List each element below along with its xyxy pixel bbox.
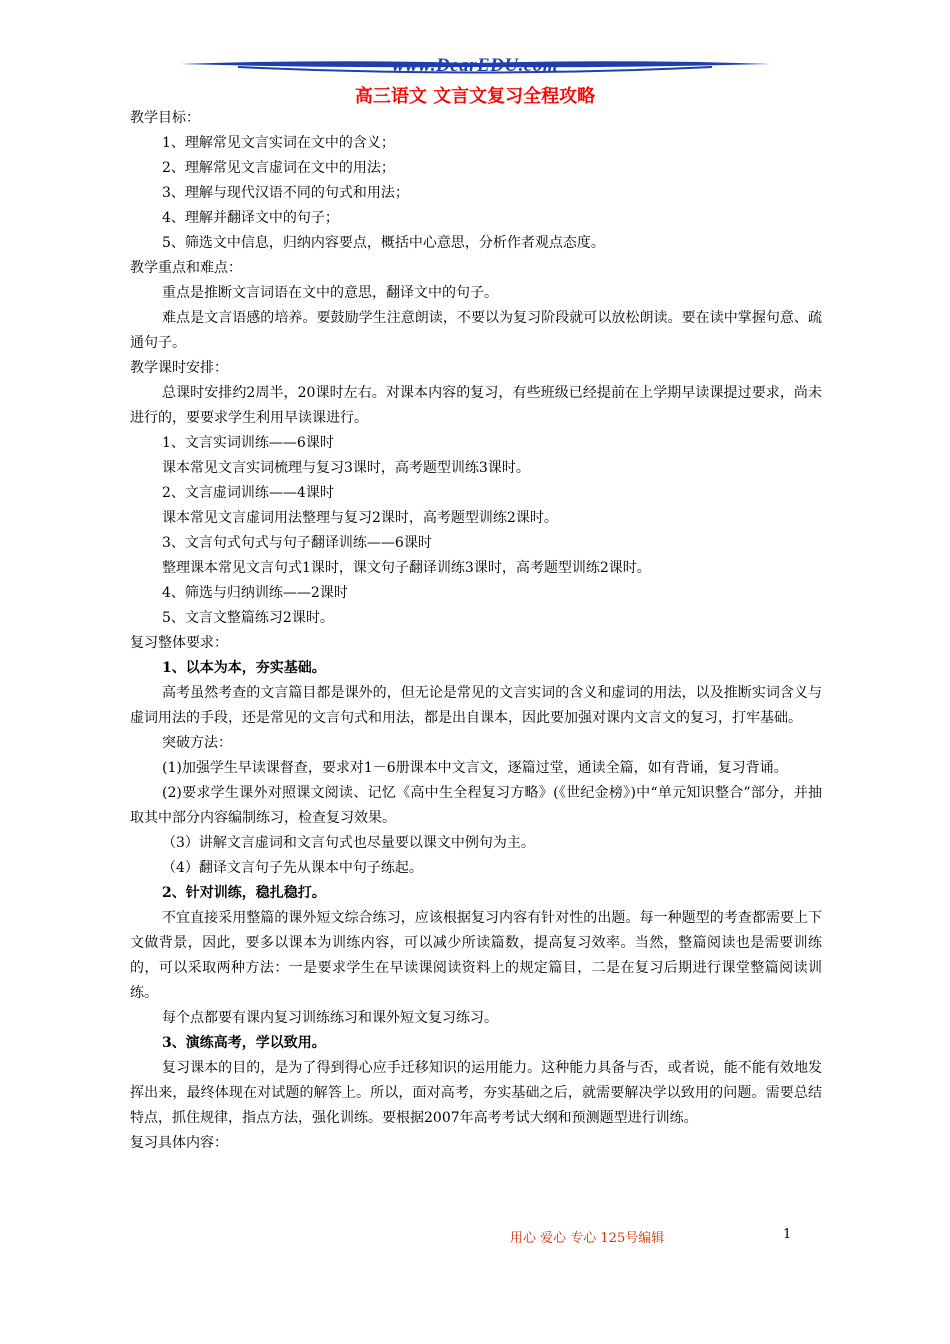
page-number: 1 [783, 1227, 792, 1242]
schedule-line: 5、文言文整篇练习2课时。 [162, 610, 334, 626]
requirement-text: 复习课本的目的，是为了得到得心应手迁移知识的运用能力。这种能力具备与否，或者说，能不能有效地发挥出来，最终体现在对试题的解答上。所以，面对高考，夯实基础之后，就需要解决学以致用的问题。需要总结特点，抓住规律，指点方法，强化训练。要根据2007年高考考试大纲和预测题型进行训练。 [130, 1060, 822, 1126]
requirement-title: 3、演练高考，学以致用。 [162, 1035, 326, 1051]
goal-item: 1、理解常见文言实词在文中的含义； [162, 135, 395, 151]
goal-item: 5、筛选文中信息，归纳内容要点，概括中心意思，分析作者观点态度。 [162, 235, 605, 251]
method-item: （3）讲解文言虚词和文言句式也尽量要以课文中例句为主。 [162, 835, 535, 851]
method-item: (2)要求学生课外对照课文阅读、记忆《高中生全程复习方略》(《世纪金榜》)中“单元知识整合”部分，并抽取其中部分内容编制练习，检查复习效果。 [130, 785, 822, 826]
focus-heading: 教学重点和难点： [130, 260, 242, 276]
requirements-heading: 复习整体要求： [130, 635, 228, 651]
page-title: 高三语文 文言文复习全程攻略 [354, 86, 596, 107]
method-item: （4）翻译文言句子先从课本中句子练起。 [162, 860, 423, 876]
requirement-text: 高考虽然考查的文言篇目都是课外的，但无论是常见的文言实词的含义和虚词的用法，以及推断实词含义与虚词用法的手段，还是常见的文言句式和用法，都是出自课本，因此要加强对课内文言文的复习，打牢基础。 [130, 685, 822, 726]
schedule-line: 1、文言实词训练——6课时 [162, 435, 334, 451]
schedule-line: 2、文言虚词训练——4课时 [162, 485, 334, 501]
requirement-text: 不宜直接采用整篇的课外短文综合练习，应该根据复习内容有针对性的出题。每一种题型的考查都需要上下文做背景，因此，要多以课本为训练内容，可以减少所读篇数，提高复习效率。当然，整篇阅读也是需要训练的，可以采取两种方法：一是要求学生在早读课阅读资料上的规定篇目，二是在复习后期进行课堂整篇阅读训练。 [130, 910, 822, 1001]
goals-heading: 教学目标： [130, 110, 200, 126]
schedule-heading: 教学课时安排： [130, 360, 228, 376]
requirement-title: 2、针对训练，稳扎稳打。 [162, 885, 326, 901]
goal-item: 4、理解并翻译文中的句子； [162, 210, 339, 226]
site-url: www.DearEDU.com [391, 55, 559, 76]
method-item: (1)加强学生早读课督查，要求对1－6册课本中文言文，逐篇过堂，通读全篇，如有背诵，复习背诵。 [162, 760, 788, 776]
requirement-text: 每个点都要有课内复习训练练习和课外短文复习练习。 [162, 1010, 498, 1026]
schedule-line: 课本常见文言虚词用法整理与复习2课时，高考题型训练2课时。 [162, 510, 558, 526]
goal-item: 2、理解常见文言虚词在文中的用法； [162, 160, 395, 176]
schedule-intro: 总课时安排约2周半，20课时左右。对课本内容的复习，有些班级已经提前在上学期早读课提过要求，尚未进行的，要要求学生利用早读课进行。 [130, 385, 822, 426]
document-body [130, 106, 822, 1156]
schedule-line: 4、筛选与归纳训练——2课时 [162, 585, 348, 601]
content-heading: 复习具体内容： [130, 1135, 228, 1151]
site-banner [178, 54, 772, 84]
requirement-title: 1、以本为本，夯实基础。 [162, 660, 326, 676]
schedule-line: 3、文言句式句式与句子翻译训练——6课时 [162, 535, 432, 551]
goal-item: 3、理解与现代汉语不同的句式和用法； [162, 185, 409, 201]
focus-paragraph: 难点是文言语感的培养。要鼓励学生注意朗读，不要以为复习阶段就可以放松朗读。要在读中掌握句意、疏通句子。 [130, 310, 822, 351]
footer-slogan: 用心 爱心 专心 125号编辑 [510, 1231, 665, 1246]
method-heading: 突破方法： [162, 735, 232, 751]
schedule-line: 课本常见文言实词梳理与复习3课时，高考题型训练3课时。 [162, 460, 530, 476]
schedule-line: 整理课本常见文言句式1课时，课文句子翻译训练3课时，高考题型训练2课时。 [162, 560, 651, 576]
focus-paragraph: 重点是推断文言词语在文中的意思，翻译文中的句子。 [162, 285, 498, 301]
